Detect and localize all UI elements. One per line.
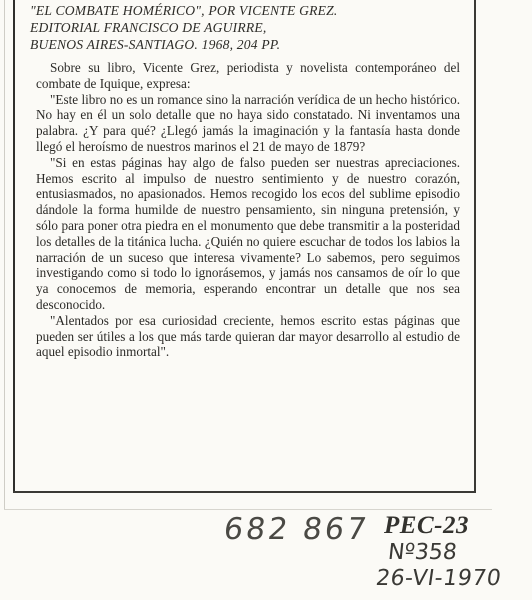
header-line-publisher: EDITORIAL FRANCISCO DE AGUIRRE, [30, 20, 267, 35]
scan-edge-left [4, 0, 5, 510]
review-body [36, 60, 460, 360]
clipping-border-bottom [13, 491, 476, 493]
paragraph-quote-3: "Alentados por esa curiosidad creciente, hemos escrito estas páginas que pueden ser útiles a los que más tarde quieran dar mayor desarrollo al estudio de aquel episodio inmortal". [36, 312, 460, 360]
paragraph-quote-2: "Si en estas páginas hay algo de falso pueden ser nuestras apreciaciones. Hemos escrito al impulso de nuestro sentimiento y de nuestro corazón, entusiasmados, no apasionados. Hemos recogido los ecos del sublime episodio dándole la forma humilde de nuestro pensamiento, sin ninguna pretensión, y sólo para poner otra piedra en el monumento que debe transmitir a la posteridad los detalles de la titánica lucha. ¿Quién no quiere escuchar de todos los labios la narración de un suceso que interesa vivamente? Lo sabemos, pero seguimos investigando como si todo lo ignorásemos, y jamás nos cansamos de oír lo que ya conocemos de memoria, esperando encontrar un detalle que nos sea desconocido. [36, 154, 460, 312]
clipping-border-right [474, 0, 476, 493]
handwritten-catalog-number: 682 867 [221, 512, 372, 547]
scan-edge-bottom [4, 509, 492, 510]
paragraph-quote-1: "Este libro no es un romance sino la narración verídica de un hecho histórico. No hay en él un solo detalle que no haya sido constatado. Ni inventamos una palabra. ¿Y para qué? ¿Llegó jamás la imaginación y la fantasía hasta donde llegó el heroísmo de nuestros marinos el 21 de mayo de 1879? [36, 91, 460, 154]
paragraph-intro: Sobre su libro, Vicente Grez, periodista y novelista contemporáneo del combate de Iquique, expresa: [36, 60, 460, 91]
clipping-border-left [13, 0, 15, 493]
archive-date-stamp: 26-VI-1970 [374, 566, 503, 591]
header-line-title: "EL COMBATE HOMÉRICO", POR VICENTE GREZ. [30, 3, 338, 18]
archive-number-stamp: Nº358 [386, 540, 459, 565]
header-line-place-year: BUENOS AIRES-SANTIAGO. 1968, 204 PP. [30, 37, 281, 52]
book-reference-header [30, 2, 462, 53]
archive-code-stamp: PEC-23 [384, 512, 469, 539]
